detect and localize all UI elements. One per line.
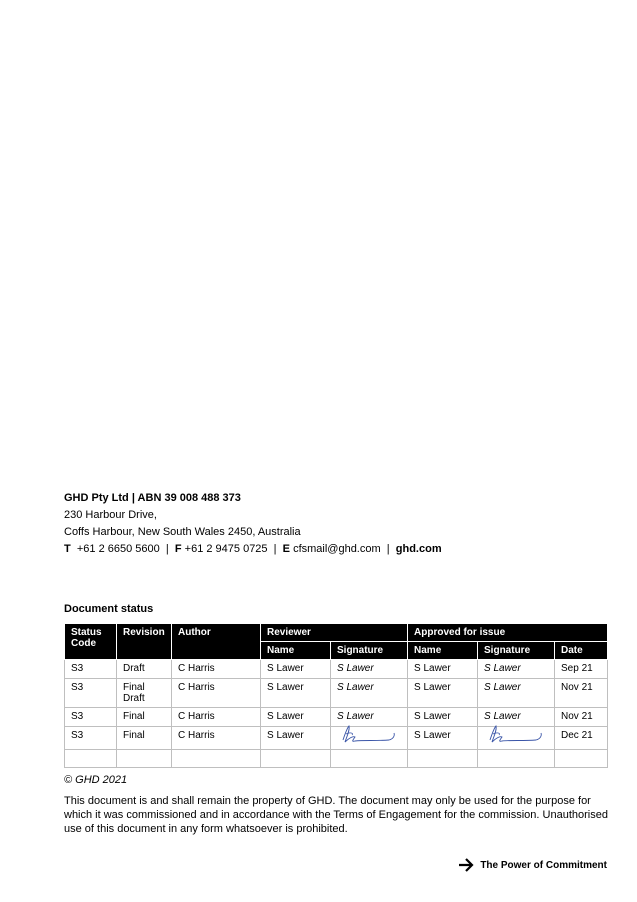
header-approver-signature: Signature — [478, 642, 555, 660]
cell-approver-signature — [478, 727, 555, 750]
cell-approver-name: S Lawer — [408, 660, 478, 679]
empty-cell — [261, 750, 331, 768]
cell-reviewer-name: S Lawer — [261, 708, 331, 727]
cell-date: Nov 21 — [555, 679, 608, 708]
empty-cell — [555, 750, 608, 768]
company-details — [64, 490, 442, 558]
cell-approver-signature: S Lawer — [478, 679, 555, 708]
contact-line — [64, 541, 442, 558]
header-approved-for-issue: Approved for issue — [408, 624, 608, 642]
document-status-table — [64, 623, 608, 768]
arrow-right-icon — [458, 858, 474, 872]
company-name: GHD Pty Ltd | ABN 39 008 488 373 — [64, 492, 241, 504]
cell-status: S3 — [65, 727, 117, 750]
cell-date: Sep 21 — [555, 660, 608, 679]
empty-cell — [331, 750, 408, 768]
table-row-empty — [65, 750, 608, 768]
separator: | — [165, 543, 169, 555]
empty-cell — [172, 750, 261, 768]
address-line-1: 230 Harbour Drive, — [64, 509, 157, 521]
cell-approver-name: S Lawer — [408, 679, 478, 708]
cell-revision: Final — [117, 708, 172, 727]
cell-author: C Harris — [172, 727, 261, 750]
cell-status: S3 — [65, 708, 117, 727]
header-status-code: Status Code — [65, 624, 117, 660]
cell-reviewer-signature: S Lawer — [331, 708, 408, 727]
header-approver-name: Name — [408, 642, 478, 660]
handwritten-signature — [484, 724, 546, 746]
footer-tagline — [458, 858, 607, 872]
document-status-title: Document status — [64, 603, 154, 615]
empty-cell — [117, 750, 172, 768]
header-date: Date — [555, 642, 608, 660]
cell-reviewer-signature: S Lawer — [331, 660, 408, 679]
table-row — [65, 660, 608, 679]
cell-approver-name: S Lawer — [408, 708, 478, 727]
cell-revision: Final — [117, 727, 172, 750]
separator: | — [386, 543, 390, 555]
empty-cell — [408, 750, 478, 768]
email-label: E — [282, 543, 290, 555]
cell-approver-signature: S Lawer — [478, 660, 555, 679]
empty-cell — [478, 750, 555, 768]
header-revision: Revision — [117, 624, 172, 660]
tagline-text: The Power of Commitment — [480, 859, 607, 871]
cell-author: C Harris — [172, 708, 261, 727]
cell-status: S3 — [65, 679, 117, 708]
cell-status: S3 — [65, 660, 117, 679]
email-link[interactable]: cfsmail@ghd.com — [293, 543, 381, 555]
handwritten-signature — [337, 724, 399, 746]
cell-reviewer-name: S Lawer — [261, 679, 331, 708]
header-reviewer: Reviewer — [261, 624, 408, 642]
website-link[interactable]: ghd.com — [395, 543, 442, 555]
cell-reviewer-signature — [331, 727, 408, 750]
cell-date: Dec 21 — [555, 727, 608, 750]
header-reviewer-name: Name — [261, 642, 331, 660]
phone-number: +61 2 6650 5600 — [76, 543, 160, 555]
cell-reviewer-signature: S Lawer — [331, 679, 408, 708]
separator: | — [273, 543, 277, 555]
table-row — [65, 679, 608, 708]
address-line-2: Coffs Harbour, New South Wales 2450, Australia — [64, 526, 301, 538]
header-author: Author — [172, 624, 261, 660]
table-row — [65, 727, 608, 750]
empty-cell — [65, 750, 117, 768]
cell-date: Nov 21 — [555, 708, 608, 727]
copyright-notice: © GHD 2021 — [64, 774, 128, 786]
header-reviewer-signature: Signature — [331, 642, 408, 660]
cell-approver-signature: S Lawer — [478, 708, 555, 727]
cell-revision: Draft — [117, 660, 172, 679]
fax-number: +61 2 9475 0725 — [184, 543, 268, 555]
cell-revision: Final Draft — [117, 679, 172, 708]
cell-approver-name: S Lawer — [408, 727, 478, 750]
cell-author: C Harris — [172, 660, 261, 679]
disclaimer-text: This document is and shall remain the property of GHD. The document may only be used for the purpose for which it was commissioned and in accordance with the Terms of Engagement for the commission. Unauthorised use of this document in any form whatsoever is prohibited. — [64, 795, 608, 835]
cell-reviewer-name: S Lawer — [261, 660, 331, 679]
fax-label: F — [174, 543, 182, 555]
cell-author: C Harris — [172, 679, 261, 708]
phone-label: T — [64, 543, 71, 555]
cell-reviewer-name: S Lawer — [261, 727, 331, 750]
